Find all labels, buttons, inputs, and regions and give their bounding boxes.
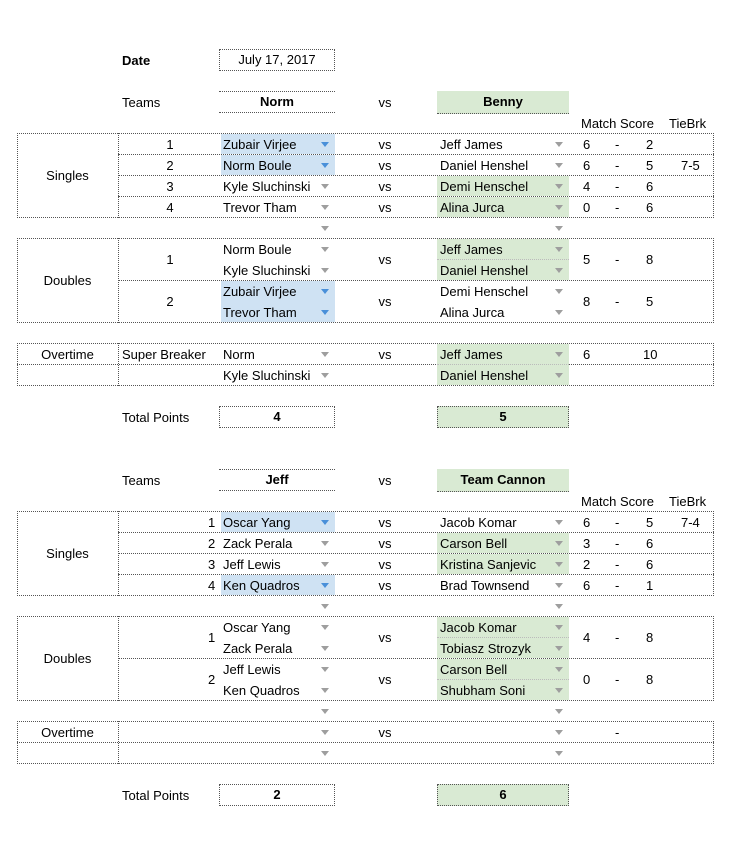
player-b1-select[interactable]: Jeff James [440,242,503,257]
player-b-select[interactable]: Jeff James [440,137,503,152]
dropdown-arrow-icon[interactable] [555,541,563,546]
singles-label: Singles [46,546,89,561]
vs-label: vs [378,137,392,152]
dropdown-arrow-icon[interactable] [555,184,563,189]
total-points-label: Total Points [122,410,190,425]
score-a[interactable]: 4 [583,179,591,194]
player-b-select[interactable]: Demi Henschel [440,179,529,194]
player-b1-select[interactable]: Jeff James [440,347,503,362]
vs-label: vs [378,158,392,173]
dropdown-arrow-icon[interactable] [555,226,563,231]
player-b-select[interactable]: Jacob Komar [440,515,517,530]
player-b-select[interactable]: Brad Townsend [440,578,530,593]
match-number: 1 [166,252,174,267]
dropdown-arrow-icon[interactable] [555,373,563,378]
score-a[interactable]: 3 [583,536,591,551]
score-dash: - [615,294,620,309]
dropdown-arrow-icon[interactable] [321,184,329,189]
match-score-header: Match Score [581,116,654,131]
dropdown-arrow-icon[interactable] [555,142,563,147]
date-label: Date [122,53,151,68]
dropdown-arrow-icon[interactable] [321,163,329,168]
team-a-name[interactable]: Jeff [219,469,335,491]
player-b2-select[interactable]: Daniel Henshel [440,263,529,278]
dropdown-arrow-icon[interactable] [555,247,563,252]
dropdown-arrow-icon[interactable] [555,646,563,651]
player-b1-select[interactable]: Jacob Komar [440,620,517,635]
score-dash: - [615,578,620,593]
player-a-select[interactable]: Jeff Lewis [223,557,281,572]
player-a-select[interactable]: Oscar Yang [223,515,291,530]
vs-label: vs [378,179,392,194]
match-number: 3 [166,179,174,194]
score-dash: - [615,672,620,687]
player-a-select[interactable]: Trevor Tham [223,200,297,215]
score-a[interactable]: 5 [583,252,591,267]
vs-label: vs [378,200,392,215]
player-b-select[interactable]: Carson Bell [440,536,508,551]
dropdown-arrow-icon[interactable] [321,205,329,210]
dropdown-arrow-icon[interactable] [555,625,563,630]
dropdown-arrow-icon[interactable] [321,751,329,756]
doubles-label: Doubles [43,651,92,666]
score-a[interactable]: 0 [583,672,591,687]
player-b2-select[interactable]: Tobiasz Strozyk [440,641,532,656]
score-a[interactable]: 6 [583,578,591,593]
vs-label: vs [378,630,392,645]
score-b[interactable]: 5 [646,515,654,530]
match-number: 4 [208,578,216,593]
dropdown-arrow-icon[interactable] [321,373,329,378]
dropdown-arrow-icon[interactable] [321,646,329,651]
dropdown-arrow-icon[interactable] [321,709,329,714]
tiebreak-header: TieBrk [669,494,707,509]
score-dash: - [615,200,620,215]
dropdown-arrow-icon[interactable] [321,310,329,315]
dropdown-arrow-icon[interactable] [555,268,563,273]
dropdown-arrow-icon[interactable] [321,730,329,735]
dropdown-arrow-icon[interactable] [321,667,329,672]
teams-label: Teams [122,95,161,110]
dropdown-arrow-icon[interactable] [555,583,563,588]
total-points-label: Total Points [122,788,190,803]
dropdown-arrow-icon[interactable] [555,562,563,567]
score-b[interactable]: 5 [646,158,654,173]
team-a-name[interactable]: Norm [219,91,335,113]
player-a1-select[interactable]: Norm Boule [223,242,292,257]
vs-label: vs [378,557,392,572]
dropdown-arrow-icon[interactable] [555,751,563,756]
tiebreak-score[interactable]: 7-4 [681,515,700,530]
dropdown-arrow-icon[interactable] [321,142,329,147]
dropdown-arrow-icon[interactable] [555,163,563,168]
score-a[interactable]: 6 [583,347,591,362]
match-number: 2 [166,294,174,309]
teams-label: Teams [122,473,161,488]
dropdown-arrow-icon[interactable] [321,541,329,546]
score-dash: - [615,536,620,551]
player-a1-select[interactable]: Oscar Yang [223,620,291,635]
dropdown-arrow-icon[interactable] [555,520,563,525]
vs-label: vs [378,578,392,593]
match-number: 3 [208,557,216,572]
player-b2-select[interactable]: Shubham Soni [440,683,526,698]
score-dash: - [615,137,620,152]
dropdown-arrow-icon[interactable] [555,205,563,210]
player-a2-select[interactable]: Trevor Tham [223,305,297,320]
player-a1-select[interactable]: Zubair Virjee [223,284,297,299]
score-b[interactable]: 6 [646,536,654,551]
vs-label: vs [378,473,392,488]
vs-label: vs [378,515,392,530]
total-a: 2 [219,784,335,806]
vs-label: vs [378,725,392,740]
player-b1-select[interactable]: Demi Henschel [440,284,529,299]
dropdown-arrow-icon[interactable] [321,604,329,609]
singles-label: Singles [46,168,89,183]
vs-label: vs [378,252,392,267]
score-a[interactable]: 6 [583,515,591,530]
dropdown-arrow-icon[interactable] [555,667,563,672]
score-b[interactable]: 6 [646,179,654,194]
score-a[interactable]: 8 [583,294,591,309]
player-a1-select[interactable]: Norm [223,347,255,362]
player-b2-select[interactable]: Daniel Henshel [440,368,529,383]
player-a-select[interactable]: Zack Perala [223,536,293,551]
dropdown-arrow-icon[interactable] [555,688,563,693]
score-b[interactable]: 2 [646,137,654,152]
dropdown-arrow-icon[interactable] [321,247,329,252]
dropdown-arrow-icon[interactable] [321,226,329,231]
score-b[interactable]: 5 [646,294,654,309]
overtime-label: Overtime [41,347,94,362]
score-dash: - [615,725,620,740]
score-b[interactable]: 1 [646,578,654,593]
player-b1-select[interactable]: Carson Bell [440,662,508,677]
total-b: 6 [437,784,569,806]
match-number: 2 [208,536,216,551]
total-a: 4 [219,406,335,428]
date-input[interactable]: July 17, 2017 [219,49,335,71]
dropdown-arrow-icon[interactable] [555,310,563,315]
player-b-select[interactable]: Daniel Henshel [440,158,529,173]
tiebreak-score[interactable]: 7-5 [681,158,700,173]
dropdown-arrow-icon[interactable] [321,625,329,630]
dropdown-arrow-icon[interactable] [321,688,329,693]
dropdown-arrow-icon[interactable] [321,289,329,294]
match-number: 1 [208,515,216,530]
player-b-select[interactable]: Kristina Sanjevic [440,557,537,572]
score-dash: - [615,515,620,530]
tiebreak-header: TieBrk [669,116,707,131]
score-dash: - [615,158,620,173]
match-number: 2 [166,158,174,173]
score-a[interactable]: 4 [583,630,591,645]
score-b[interactable]: 8 [646,252,654,267]
dropdown-arrow-icon[interactable] [321,583,329,588]
player-a-select[interactable]: Ken Quadros [223,578,300,593]
player-b-select[interactable]: Alina Jurca [440,200,505,215]
match-number: 2 [208,672,216,687]
score-b[interactable]: 8 [646,672,654,687]
dropdown-arrow-icon[interactable] [321,562,329,567]
score-dash: - [615,630,620,645]
score-dash: - [615,557,620,572]
score-a[interactable]: 6 [583,137,591,152]
dropdown-arrow-icon[interactable] [321,520,329,525]
vs-label: vs [378,536,392,551]
team-b-name[interactable]: Team Cannon [437,469,569,492]
match-number: 4 [166,200,174,215]
score-b[interactable]: 8 [646,630,654,645]
super-breaker-label: Super Breaker [122,347,206,362]
score-a[interactable]: 0 [583,200,591,215]
team-b-name[interactable]: Benny [437,91,569,114]
player-a-select[interactable]: Kyle Sluchinski [223,179,311,194]
score-dash: - [615,179,620,194]
dropdown-arrow-icon[interactable] [321,352,329,357]
score-dash: - [615,252,620,267]
score-a[interactable]: 2 [583,557,591,572]
match-score-header: Match Score [581,494,654,509]
player-a2-select[interactable]: Kyle Sluchinski [223,368,311,383]
player-a1-select[interactable]: Jeff Lewis [223,662,281,677]
dropdown-arrow-icon[interactable] [555,289,563,294]
player-a2-select[interactable]: Kyle Sluchinski [223,263,311,278]
player-a2-select[interactable]: Zack Perala [223,641,293,656]
score-b[interactable]: 6 [646,200,654,215]
dropdown-arrow-icon[interactable] [555,604,563,609]
vs-label: vs [378,294,392,309]
dropdown-arrow-icon[interactable] [555,709,563,714]
score-b[interactable]: 10 [643,347,658,362]
dropdown-arrow-icon[interactable] [321,268,329,273]
player-a-select[interactable]: Norm Boule [223,158,292,173]
player-b2-select[interactable]: Alina Jurca [440,305,505,320]
match-number: 1 [166,137,174,152]
vs-label: vs [378,95,392,110]
player-a-select[interactable]: Zubair Virjee [223,137,297,152]
total-b: 5 [437,406,569,428]
player-a2-select[interactable]: Ken Quadros [223,683,300,698]
match-number: 1 [208,630,216,645]
dropdown-arrow-icon[interactable] [555,730,563,735]
dropdown-arrow-icon[interactable] [555,352,563,357]
doubles-label: Doubles [43,273,92,288]
score-a[interactable]: 6 [583,158,591,173]
overtime-label: Overtime [41,725,94,740]
vs-label: vs [378,347,392,362]
score-b[interactable]: 6 [646,557,654,572]
vs-label: vs [378,672,392,687]
